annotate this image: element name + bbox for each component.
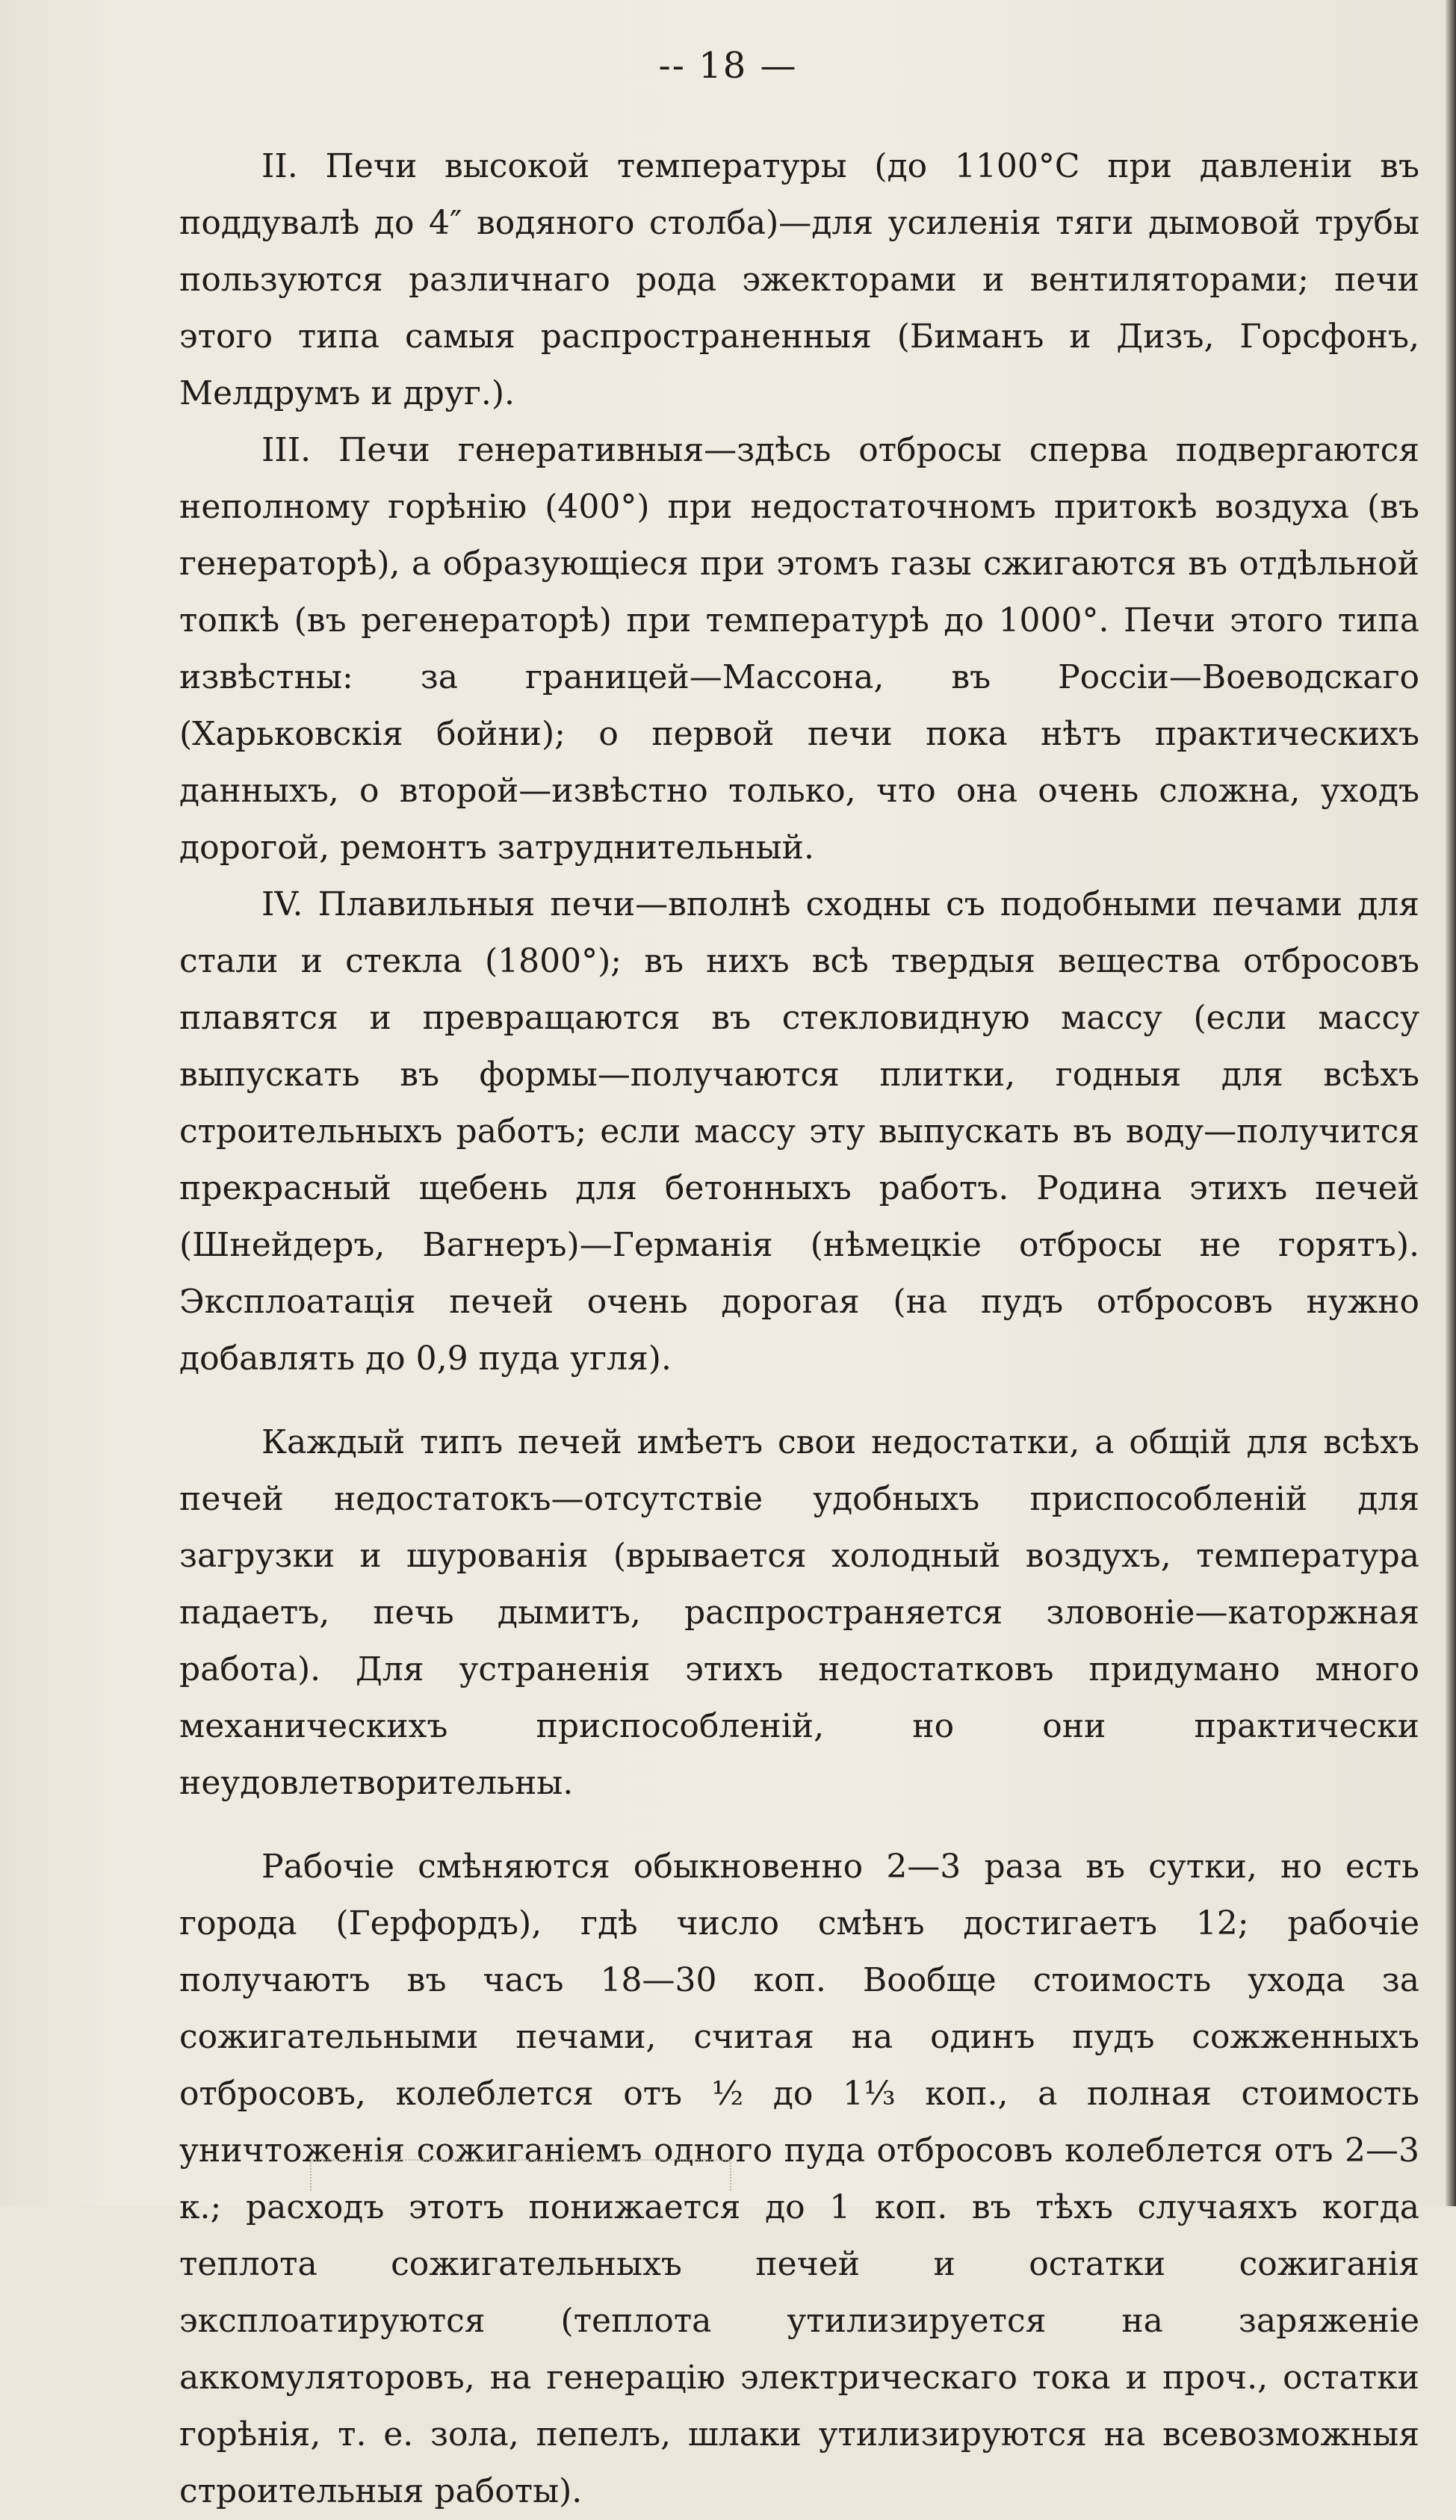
paragraph-workers-costs: Рабочіе смѣняются обыкновенно 2—3 раза въ сутки, но есть города (Герфордъ), гдѣ число смѣнъ достигаетъ 12; рабочіе получаютъ въ часъ 18—30 коп. Вообще стоимость ухода за сожигательными печами, считая на одинъ пудъ сожженныхъ отбросовъ, колеблется отъ ½ до 1⅓ коп., а полная стоимость уничтоженія сожиганіемъ одного пуда отбросовъ колеблется отъ 2—3 к.; расходъ этотъ понижается до 1 коп. въ тѣхъ случаяхъ когда теплота сожигательныхъ печей и остатки сожиганія эксплоатируются (теплота утилизируется на заряженіе аккомуляторовъ, на генерацію электрическаго тока и проч., остатки горѣнія, т. е. зола, пепелъ, шлаки утилизируются на всевозможныя строительныя работы). — [179, 1848, 1419, 2510]
paragraph-furnaces-high-temperature: II. Печи высокой температуры (до 1100°С при давленіи въ поддувалѣ до 4″ водяного столба)—для усиленія тяги дымовой трубы пользуются различнаго рода эжекторами и вентиляторами; печи этого типа самыя распространенныя (Биманъ и Дизъ, Горсфонъ, Мелдрумъ и друг.). — [179, 147, 1419, 412]
page-footer-frame — [310, 2159, 731, 2191]
paragraph-furnace-shortcomings: Каждый типъ печей имѣетъ свои недостатки, а общій для всѣхъ печей недостатокъ—отсутствіе удобныхъ приспособленій для загрузки и шурованія (врывается холодный воздухъ, температура падаетъ, печь дымитъ, распространяется зловоніе—каторжная работа). Для устраненія этихъ недостатковъ придумано много механическихъ приспособленій, но они практически неудовлетворительны. — [179, 1423, 1419, 1802]
paragraph-furnaces-generative: III. Печи генеративныя—здѣсь отбросы сперва подвергаются неполному горѣнію (400°) при недостаточномъ притокѣ воздуха (въ генераторѣ), а образующіеся при этомъ газы сжигаются въ отдѣльной топкѣ (въ регенераторѣ) при температурѣ до 1000°. Печи этого типа извѣстны: за границей—Массона, въ Россіи—Воеводскаго (Харьковскія бойни); о первой печи пока нѣтъ практическихъ данныхъ, о второй—извѣстно только, что она очень сложна, уходъ дорогой, ремонтъ затруднительный. — [179, 431, 1419, 867]
paragraph-furnaces-melting: IV. Плавильныя печи—вполнѣ сходны съ подобными печами для стали и стекла (1800°); въ нихъ всѣ твердыя вещества отбросовъ плавятся и превращаются въ стекловидную массу (если массу выпускать въ формы—получаются плитки, годныя для всѣхъ строительныхъ работъ; если массу эту выпускать въ воду—получится прекрасный щебень для бетонныхъ работъ. Родина этихъ печей (Шнейдеръ, Вагнеръ)—Германія (нѣмецкіе отбросы не горятъ). Эксплоатація печей очень дорогая (на пудъ отбросовъ нужно добавлять до 0,9 пуда угля). — [179, 885, 1419, 1378]
page-number: -- 18 — — [658, 45, 798, 87]
